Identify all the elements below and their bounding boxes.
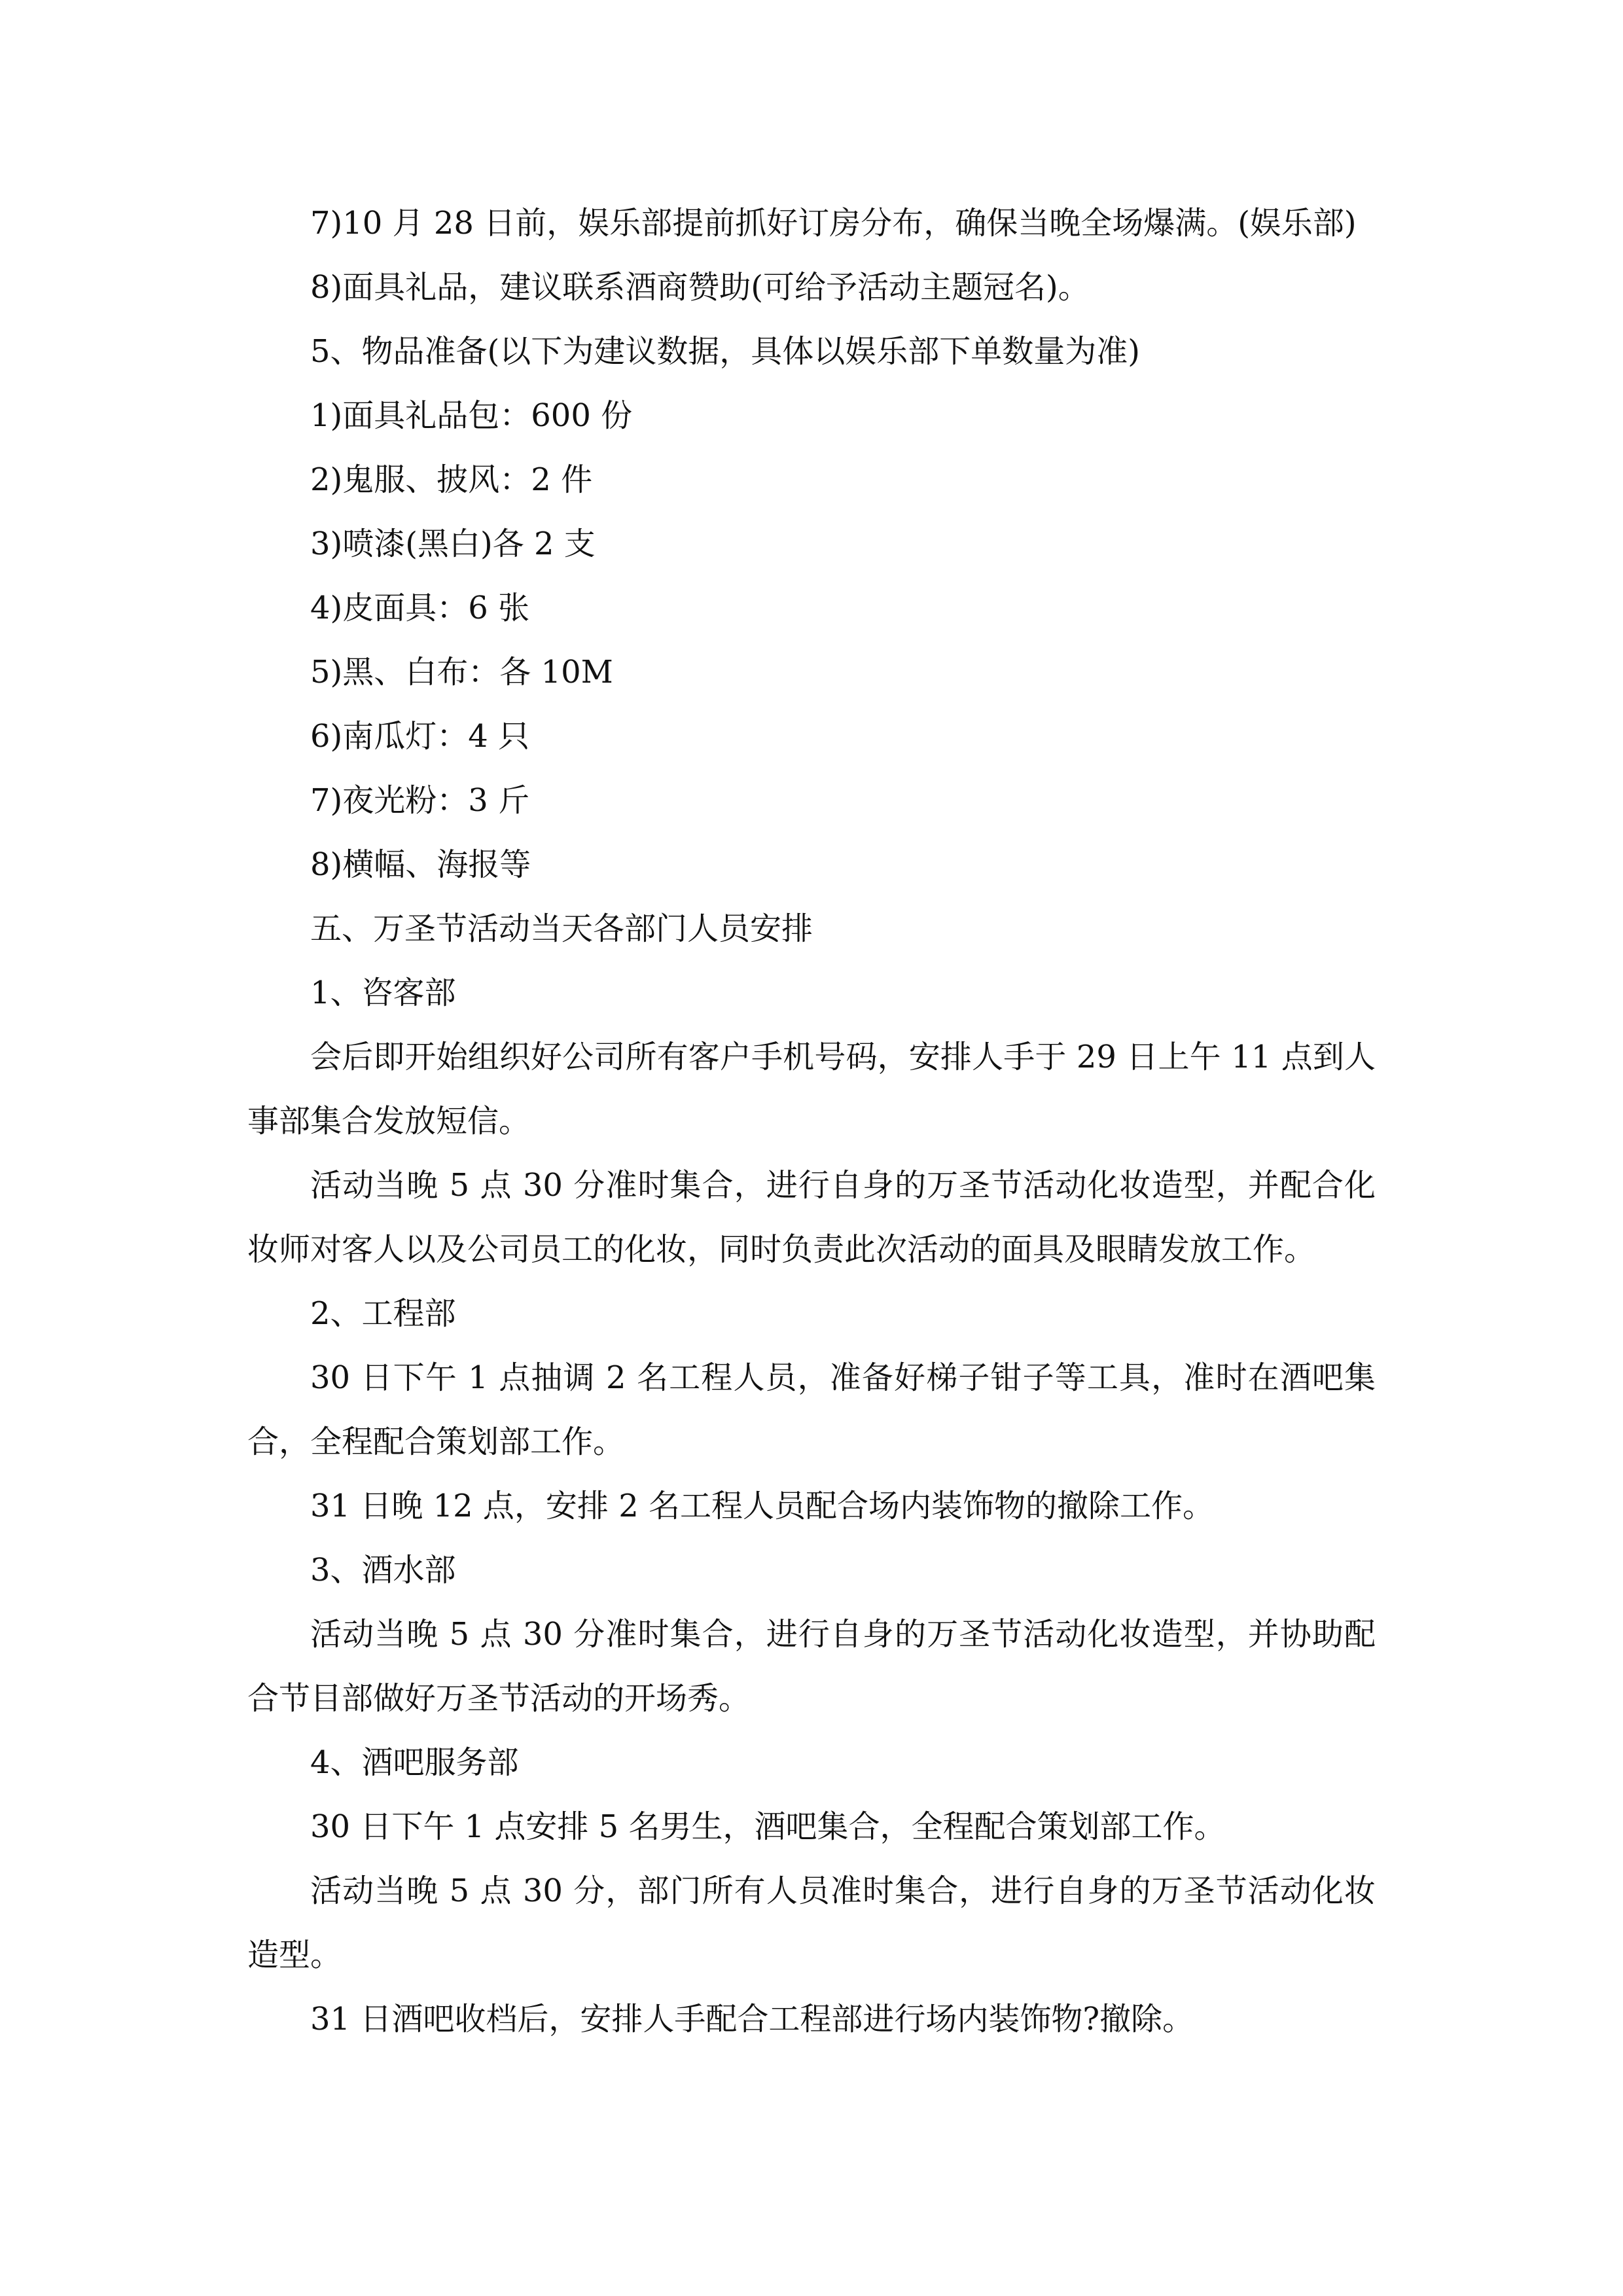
- list-item: 4)皮面具：6 张: [310, 590, 530, 626]
- section-heading: 五、万圣节活动当天各部门人员安排: [310, 910, 813, 947]
- list-item: 7)夜光粉：3 斤: [310, 782, 530, 819]
- paragraph: 活动当晚 5 点 30 分准时集合，进行自身的万圣节活动化妆造型，并协助配合节目部做好万圣节活动的开场秀。: [247, 1616, 1376, 1717]
- paragraph: 会后即开始组织好公司所有客户手机号码，安排人手于 29 日上午 11 点到人事部集合发放短信。: [247, 1039, 1376, 1139]
- list-item: 1)面具礼品包：600 份: [310, 397, 633, 434]
- section-heading: 5、物品准备(以下为建议数据，具体以娱乐部下单数量为准): [310, 333, 1140, 370]
- subsection-heading: 2、工程部: [310, 1295, 456, 1332]
- paragraph: 31 日酒吧收档后，安排人手配合工程部进行场内装饰物?撤除。: [310, 2001, 1194, 2037]
- paragraph: 活动当晚 5 点 30 分准时集合，进行自身的万圣节活动化妆造型，并配合化妆师对客人以及公司员工的化妆，同时负责此次活动的面具及眼睛发放工作。: [247, 1167, 1376, 1268]
- paragraph: 31 日晚 12 点，安排 2 名工程人员配合场内装饰物的撤除工作。: [310, 1488, 1214, 1524]
- list-item: 8)横幅、海报等: [310, 846, 531, 883]
- document-body: [247, 191, 1376, 2051]
- list-item: 5)黑、白布：各 10M: [310, 654, 613, 691]
- list-item: 3)喷漆(黑白)各 2 支: [310, 526, 596, 562]
- paragraph: 活动当晚 5 点 30 分，部门所有人员准时集合，进行自身的万圣节活动化妆造型。: [247, 1873, 1376, 1973]
- subsection-heading: 4、酒吧服务部: [310, 1744, 519, 1781]
- list-item: 8)面具礼品，建议联系酒商赞助(可给予活动主题冠名)。: [310, 269, 1090, 306]
- paragraph: 30 日下午 1 点抽调 2 名工程人员，准备好梯子钳子等工具，准时在酒吧集合，全程配合策划部工作。: [247, 1359, 1376, 1460]
- list-item: 2)鬼服、披风：2 件: [310, 461, 593, 498]
- list-item: 6)南瓜灯：4 只: [310, 718, 530, 755]
- subsection-heading: 3、酒水部: [310, 1552, 456, 1588]
- subsection-heading: 1、咨客部: [310, 975, 456, 1011]
- list-item: 7)10 月 28 日前，娱乐部提前抓好订房分布，确保当晚全场爆满。(娱乐部): [310, 205, 1357, 242]
- paragraph: 30 日下午 1 点安排 5 名男生，酒吧集合，全程配合策划部工作。: [310, 1808, 1226, 1845]
